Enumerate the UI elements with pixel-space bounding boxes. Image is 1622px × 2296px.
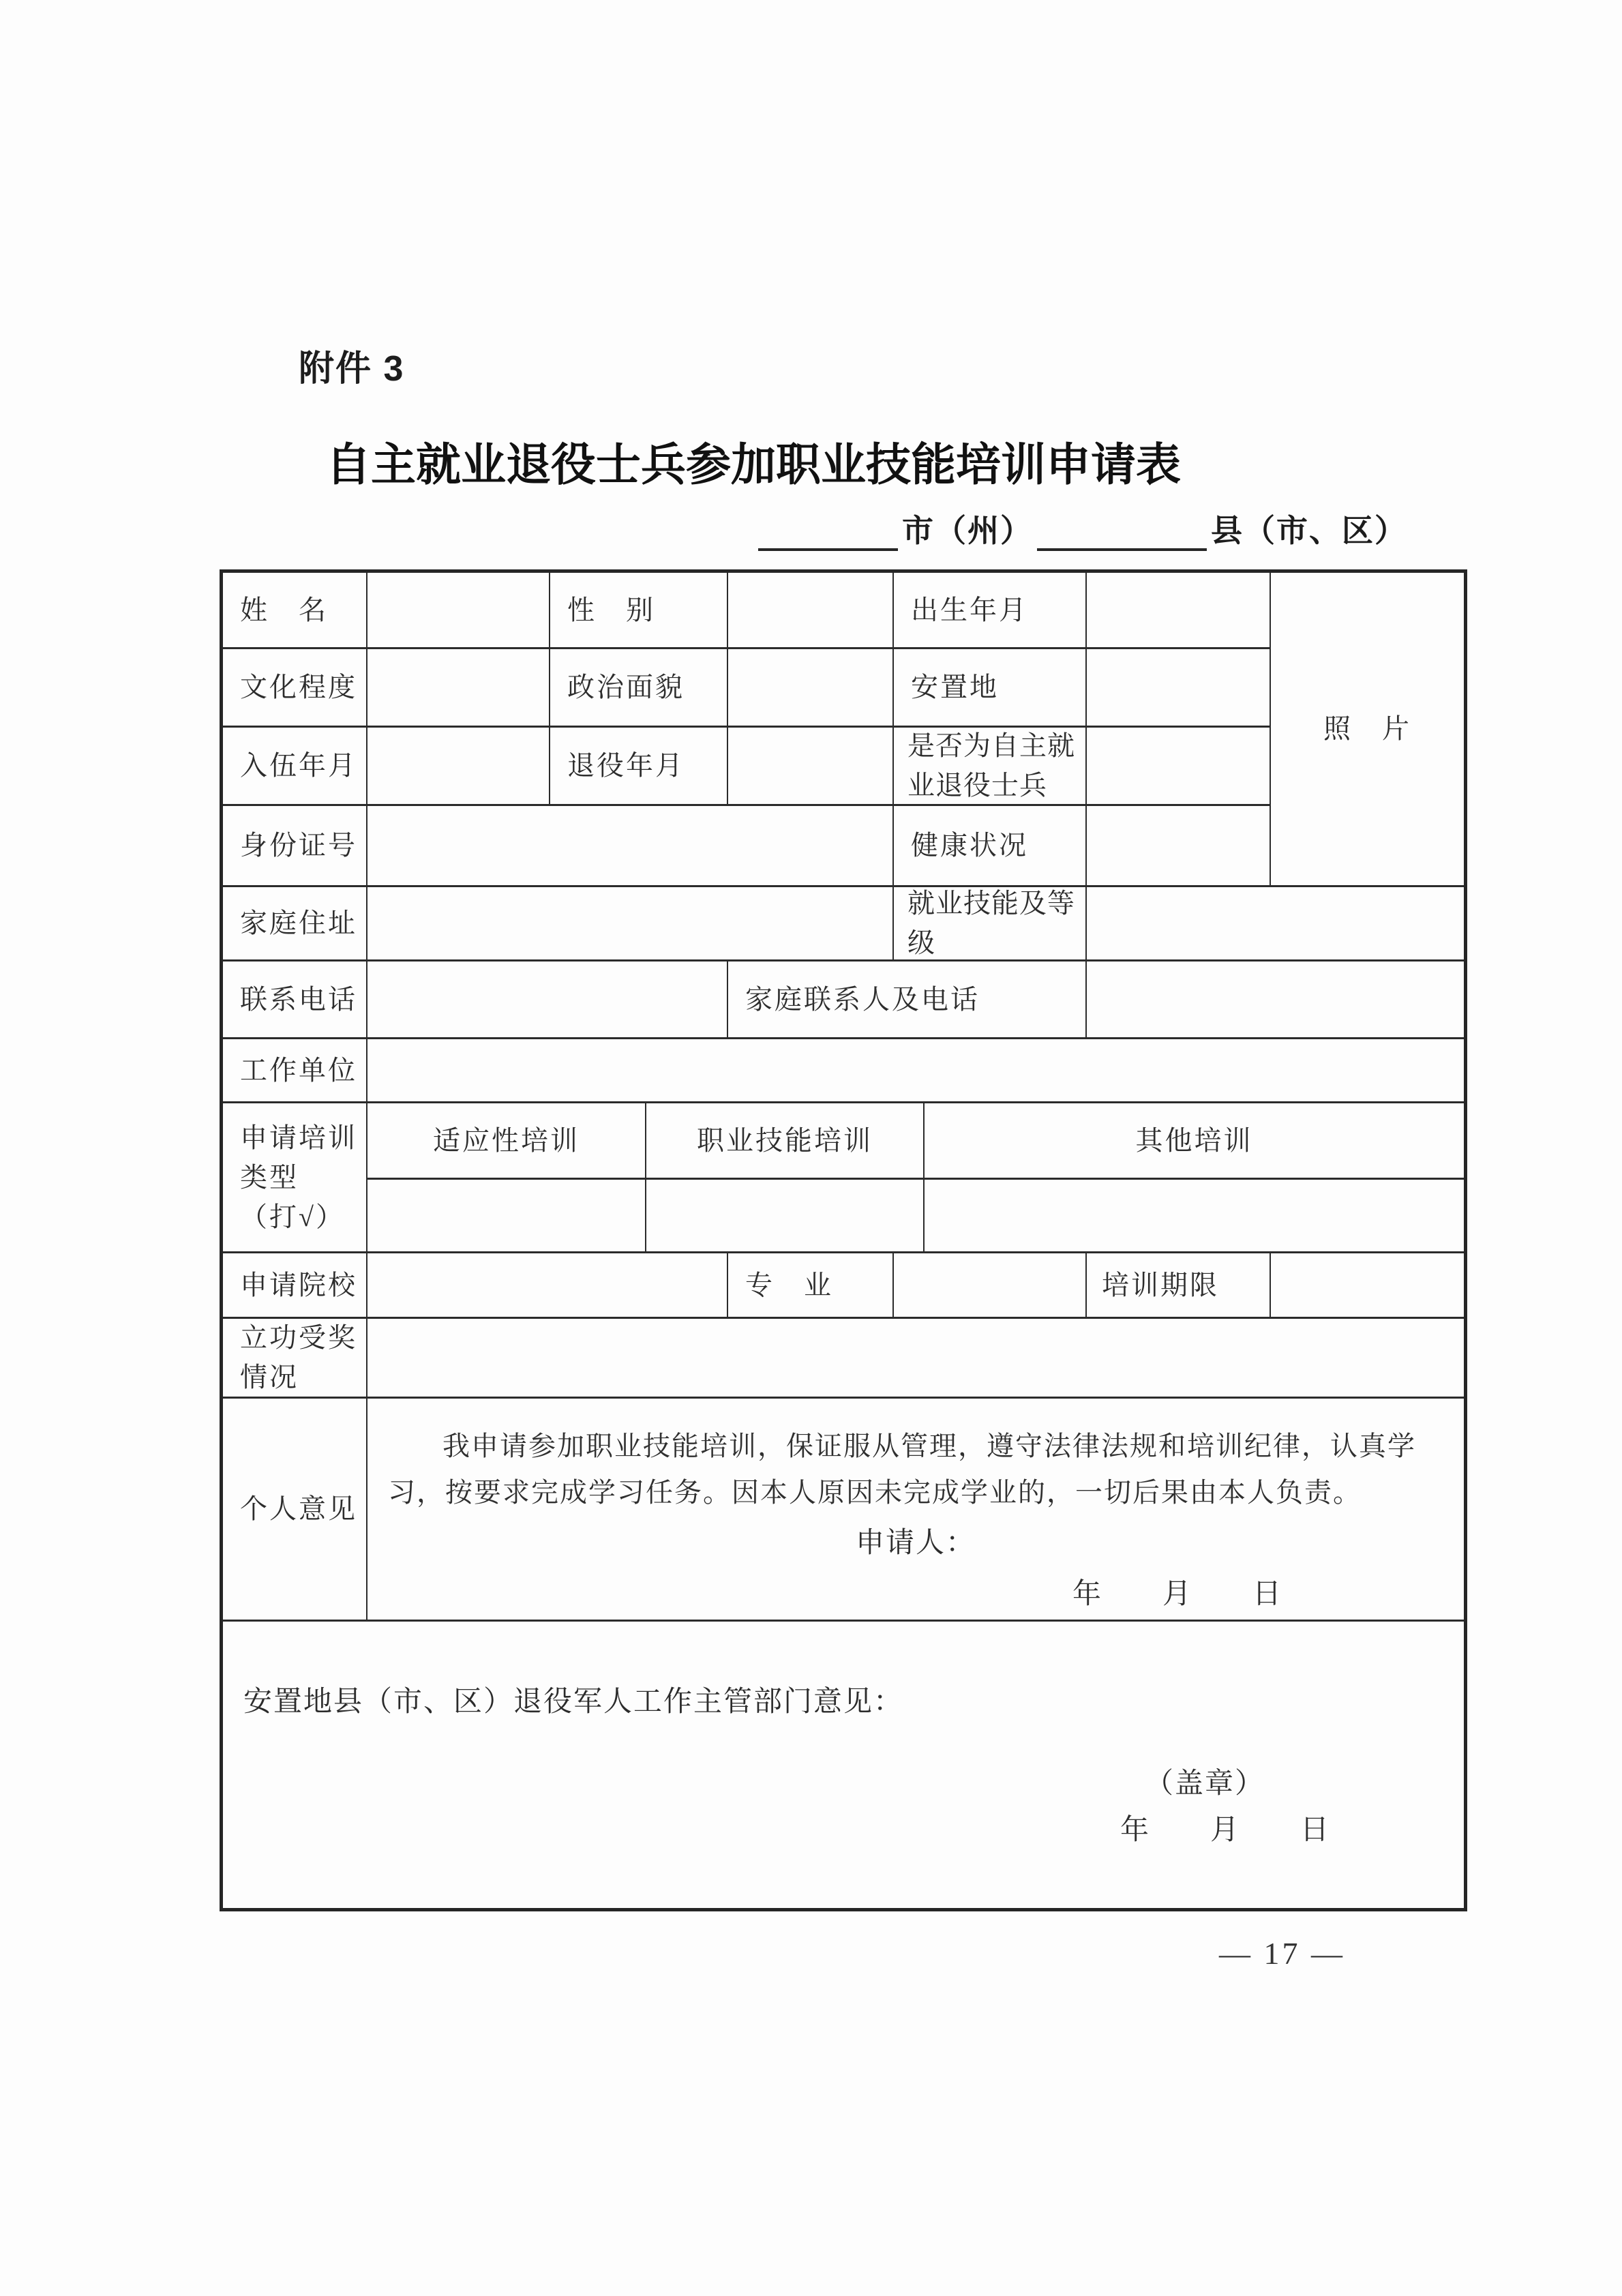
field-merit-awards[interactable]	[367, 1319, 1464, 1399]
field-work-unit[interactable]	[367, 1039, 1464, 1103]
label-enlist-date: 入伍年月	[223, 728, 367, 806]
field-skill-level[interactable]	[1087, 887, 1464, 961]
label-gender: 性 别	[550, 573, 728, 649]
field-name[interactable]	[367, 573, 550, 649]
city-blank-line[interactable]	[758, 514, 898, 551]
opinion-date-line: 年 月 日	[1072, 1578, 1282, 1610]
field-vocational-training-check[interactable]	[646, 1180, 925, 1253]
authority-section-cell	[223, 1622, 1464, 1908]
label-adaptive-training: 适应性培训	[367, 1103, 646, 1180]
label-discharge-date: 退役年月	[550, 728, 728, 806]
label-phone: 联系电话	[223, 961, 367, 1039]
label-vocational-training: 职业技能培训	[646, 1103, 925, 1180]
authority-opinion-title: 安置地县（市、区）退役军人工作主管部门意见：	[243, 1686, 904, 1718]
county-suffix-label: 县（市、区）	[1211, 513, 1407, 548]
field-health[interactable]	[1087, 806, 1271, 887]
opinion-statement: 我申请参加职业技能培训，保证服从管理，遵守法律法规和培训纪律，认真学习，按要求完成学习任务。因本人原因未完成学业的，一切后果由本人负责。	[388, 1431, 1416, 1508]
field-home-address[interactable]	[367, 887, 894, 961]
applicant-label: 申请人：	[855, 1527, 976, 1559]
label-name: 姓 名	[223, 573, 367, 649]
field-political-status[interactable]	[728, 649, 894, 728]
field-family-contact[interactable]	[1087, 961, 1464, 1039]
photo-box: 照 片	[1271, 573, 1464, 887]
field-education[interactable]	[367, 649, 550, 728]
field-other-training-check[interactable]	[925, 1180, 1464, 1253]
label-resettlement-place: 安置地	[894, 649, 1087, 728]
label-work-unit: 工作单位	[223, 1039, 367, 1103]
label-family-contact: 家庭联系人及电话	[728, 961, 1087, 1039]
label-home-address: 家庭住址	[223, 887, 367, 961]
field-discharge-date[interactable]	[728, 728, 894, 806]
label-applied-school: 申请院校	[223, 1253, 367, 1319]
attachment-label: 附件 3	[299, 349, 405, 389]
label-self-employed: 是否为自主就 业退役士兵	[894, 728, 1087, 806]
label-birth-date: 出生年月	[894, 573, 1087, 649]
region-line	[758, 506, 1407, 551]
field-training-period[interactable]	[1271, 1253, 1464, 1319]
field-self-employed[interactable]	[1087, 728, 1271, 806]
label-personal-opinion: 个人意见	[223, 1399, 367, 1622]
label-training-period: 培训期限	[1087, 1253, 1271, 1319]
application-form-table	[220, 569, 1467, 1911]
label-education: 文化程度	[223, 649, 367, 728]
seal-label: （盖章）	[1145, 1768, 1265, 1800]
city-suffix-label: 市（州）	[902, 513, 1033, 548]
label-id-number: 身份证号	[223, 806, 367, 887]
field-applied-school[interactable]	[367, 1253, 728, 1319]
authority-date-line: 年 月 日	[1120, 1815, 1331, 1846]
label-other-training: 其他培训	[925, 1103, 1464, 1180]
label-health: 健康状况	[894, 806, 1087, 887]
county-blank-line[interactable]	[1037, 514, 1207, 551]
field-gender[interactable]	[728, 573, 894, 649]
page-number: — 17 —	[1219, 1936, 1345, 1971]
field-enlist-date[interactable]	[367, 728, 550, 806]
form-title: 自主就业退役士兵参加职业技能培训申请表	[326, 439, 1181, 490]
label-skill-level: 就业技能及等 级	[894, 887, 1087, 961]
label-political-status: 政治面貌	[550, 649, 728, 728]
label-major: 专 业	[728, 1253, 894, 1319]
personal-opinion-cell	[367, 1399, 1464, 1622]
field-adaptive-training-check[interactable]	[367, 1180, 646, 1253]
field-resettlement-place[interactable]	[1087, 649, 1271, 728]
field-phone[interactable]	[367, 961, 728, 1039]
label-merit-awards: 立功受奖 情况	[223, 1319, 367, 1399]
field-major[interactable]	[894, 1253, 1087, 1319]
field-id-number[interactable]	[367, 806, 894, 887]
label-training-type: 申请培训 类型 （打√）	[223, 1103, 367, 1253]
field-birth-date[interactable]	[1087, 573, 1271, 649]
